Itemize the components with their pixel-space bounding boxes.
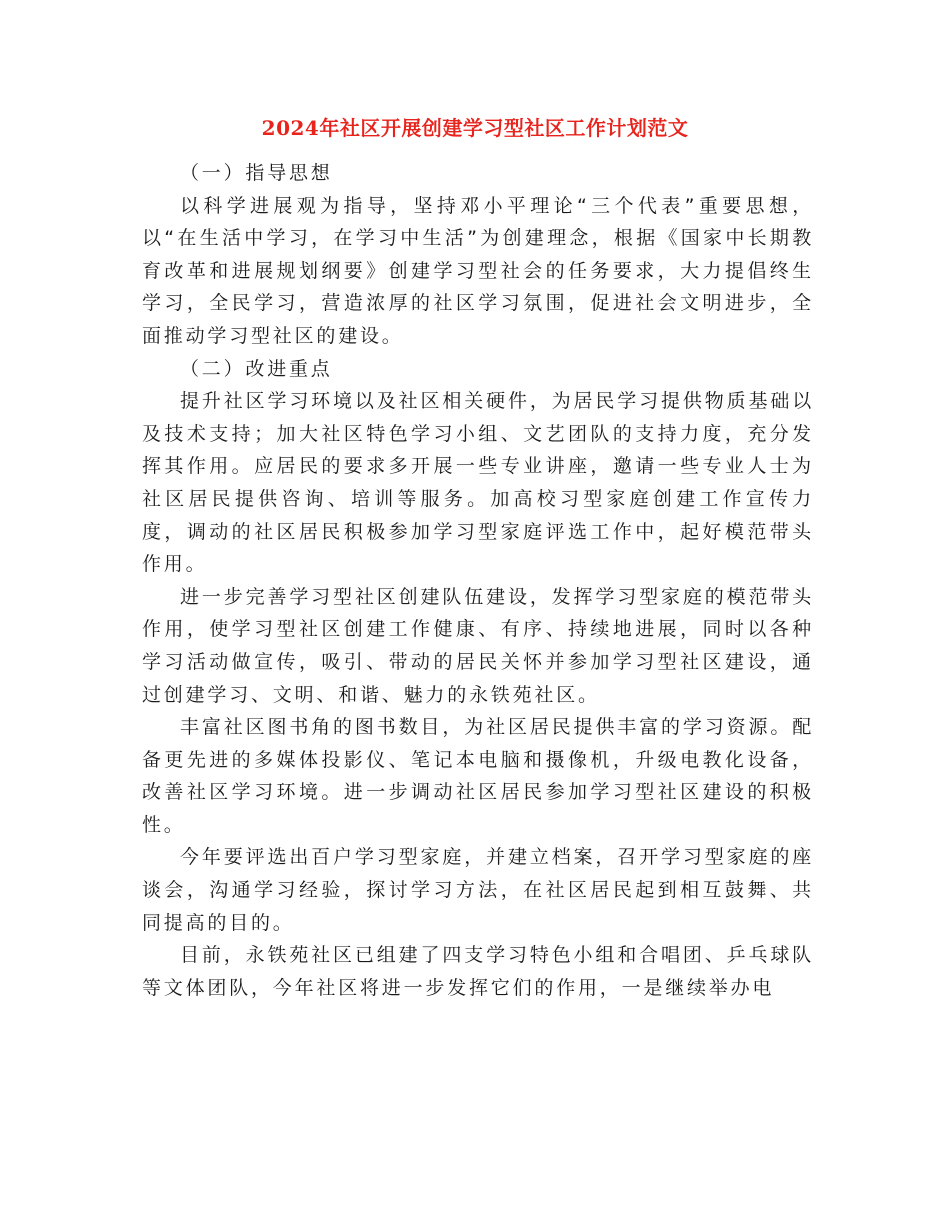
paragraph: 以科学进展观为指导，坚持邓小平理论“三个代表”重要思想，以“在生活中学习，在学习中生活”为创建理念，根据《国家中长期教育改革和进展规划纲要》创建学习型社会的任务要求，大力提倡终生学习，全民学习，营造浓厚的社区学习氛围，促进社会文明进步，全面推动学习型社区的建设。 — [142, 194, 814, 347]
paragraph: 目前，永铁苑社区已组建了四支学习特色小组和合唱团、乒乓球队等文体团队，今年社区将进一步发挥它们的作用，一是继续举办电 — [142, 944, 814, 999]
paragraph: 丰富社区图书角的图书数目，为社区居民提供丰富的学习资源。配备更先进的多媒体投影仪、笔记本电脑和摄像机，升级电教化设备，改善社区学习环境。进一步调动社区居民参加学习型社区建设的积极性。 — [142, 716, 814, 836]
paragraph: 今年要评选出百户学习型家庭，并建立档案，召开学习型家庭的座谈会，沟通学习经验，探讨学习方法，在社区居民起到相互鼓舞、共同提高的目的。 — [142, 846, 814, 934]
section-heading-improvement-focus: （二）改进重点 — [180, 357, 333, 380]
document-title: 2024年社区开展创建学习型社区工作计划范文 — [261, 116, 689, 140]
document-body — [142, 157, 814, 1004]
section-heading-guiding-ideology: （一）指导思想 — [180, 162, 333, 184]
paragraph: 进一步完善学习型社区创建队伍建设，发挥学习型家庭的模范带头作用，使学习型社区创建工作健康、有序、持续地进展，同时以各种学习活动做宣传，吸引、带动的居民关怀并参加学习型社区建设，通过创建学习、文明、和谐、魅力的永铁苑社区。 — [142, 585, 814, 706]
paragraph: 提升社区学习环境以及社区相关硬件，为居民学习提供物质基础以及技术支持；加大社区特色学习小组、文艺团队的支持力度，充分发挥其作用。应居民的要求多开展一些专业讲座，邀请一些专业人士为社区居民提供咨询、培训等服务。加高校习型家庭创建工作宣传力度，调动的社区居民积极参加学习型家庭评选工作中，起好模范带头作用。 — [142, 390, 814, 576]
